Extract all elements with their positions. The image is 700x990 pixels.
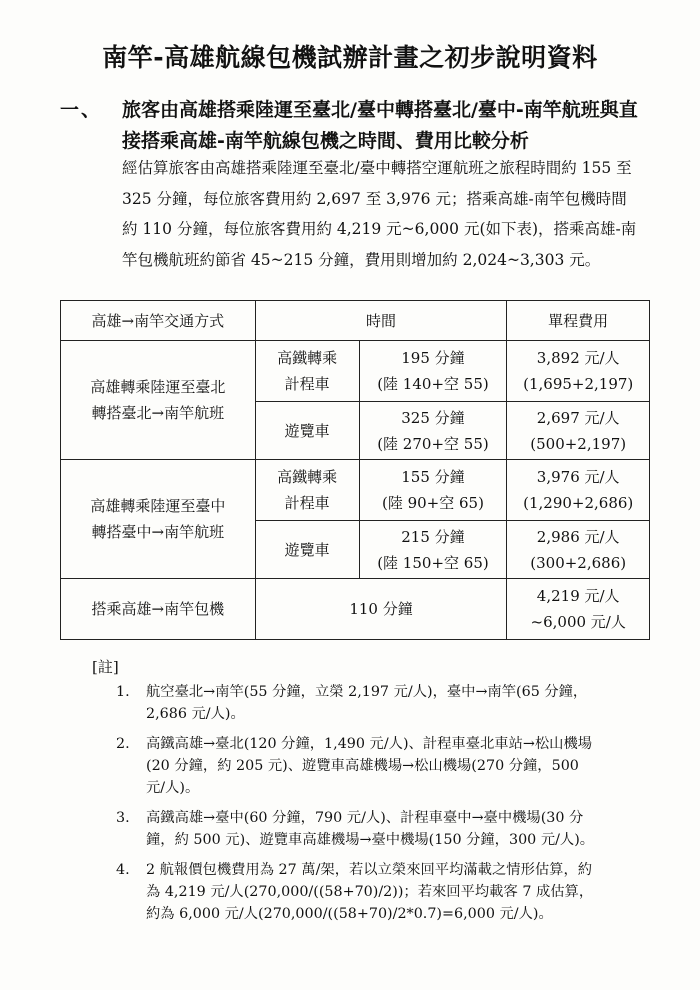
page-title: 南竿-高雄航線包機試辦計畫之初步說明資料 [102,43,598,72]
time-cell [359,521,507,579]
cost-breakdown: (1,695+2,197) [523,375,634,393]
time-total: 325 分鐘 [401,408,465,427]
intro-text: 經估算旅客由高雄搭乘陸運至臺北/臺中轉搭空運航班之旅程時間約 155 至 325 分鐘，每位旅客費用約 2,697 至 3,976 元；搭乘高雄-南竿包機時間約 110 分鐘，每位旅客費用約 4,219 元~6,000 元(如下表)，搭乘高雄-南竿包機航班約節省 45~215 分鐘，費用則增加約 2,024~3,303 元。 [122,159,637,269]
mode-cell [255,402,359,460]
mode-line: 高鐵轉乘 [277,468,338,486]
table-header-row [61,301,650,341]
mode-line: 遊覽車 [284,540,330,559]
cost-cell [507,521,650,579]
note-number: 4. [116,862,130,878]
route-cell [61,460,256,579]
time-breakdown: (陸 90+空 65) [381,494,484,512]
time-cell: 110 分鐘 [255,579,507,640]
note-text: 2 航報價包機費用為 27 萬/架，若以立榮來回平均滿載之情形估算，約為 4,219 元/人(270,000/((58+70)/2))；若來回平均載客 7 成估算，約為 6,000 元/人(270,000/((58+70)/2*0.7)=6,000 元/人)。 [146,862,594,922]
time-cell [359,341,507,402]
time-total: 195 分鐘 [401,349,465,367]
list-item [116,859,598,925]
header-cost: 單程費用 [507,301,650,341]
cost-total: 2,697 元/人 [536,408,620,427]
table-row [61,579,650,640]
time-cell [359,460,507,521]
section-heading: 旅客由高雄搭乘陸運至臺北/臺中轉搭臺北/臺中-南竿航班與直接搭乘高雄-南竿航線包機之時間、費用比較分析 [122,99,638,152]
route-line: 高雄轉乘陸運至臺北 [90,378,226,396]
cost-range: ~6,000 元/人 [530,613,626,631]
note-text: 航空臺北→南竿(55 分鐘，立榮 2,197 元/人)，臺中→南竿(65 分鐘，2,686 元/人)。 [146,684,588,722]
notes-list [116,681,598,933]
section-number: 一、 [60,99,103,121]
mode-line: 計程車 [284,494,330,512]
table-row [61,460,650,521]
time-total: 215 分鐘 [401,527,465,546]
time-total: 155 分鐘 [401,468,465,486]
list-item [116,733,598,799]
notes-heading: [註] [92,658,119,676]
cost-total: 2,986 元/人 [536,527,620,546]
cost-cell [507,460,650,521]
mode-line: 高鐵轉乘 [277,349,338,367]
note-number: 1. [116,684,130,700]
header-mode: 高雄→南竿交通方式 [61,301,256,341]
list-item [116,807,598,851]
header-time: 時間 [255,301,507,341]
note-number: 3. [116,810,130,826]
mode-line: 遊覽車 [284,421,330,440]
cost-total: 3,892 元/人 [536,349,620,367]
mode-line: 計程車 [284,375,330,393]
route-cell: 搭乘高雄→南竿包機 [61,579,256,640]
cost-cell [507,341,650,402]
list-item [116,681,598,725]
cost-cell [507,402,650,460]
time-cell [359,402,507,460]
comparison-table [60,300,650,640]
mode-cell [255,460,359,521]
route-line: 轉搭臺中→南竿航班 [91,523,225,541]
intro-paragraph [122,153,642,275]
time-breakdown: (陸 150+空 65) [377,553,489,572]
cost-cell [507,579,650,640]
note-text: 高鐵高雄→臺中(60 分鐘，790 元/人)、計程車臺中→臺中機場(30 分鐘，約 500 元)、遊覽車高雄機場→臺中機場(150 分鐘，300 元/人)。 [146,810,595,848]
cost-breakdown: (300+2,686) [530,553,627,572]
cost-total: 4,219 元/人 [536,587,620,605]
note-text: 高鐵高雄→臺北(120 分鐘，1,490 元/人)、計程車臺北車站→松山機場(20 分鐘，約 205 元)、遊覽車高雄機場→松山機場(270 分鐘，500 元/人)。 [146,736,593,796]
time-breakdown: (陸 140+空 55) [377,375,489,393]
table-row [61,341,650,402]
route-cell [61,341,256,460]
mode-cell [255,521,359,579]
route-line: 高雄轉乘陸運至臺中 [90,497,226,515]
time-breakdown: (陸 270+空 55) [377,434,489,453]
mode-cell [255,341,359,402]
note-number: 2. [116,736,130,752]
cost-breakdown: (500+2,197) [530,434,627,453]
cost-breakdown: (1,290+2,686) [523,494,634,512]
route-line: 轉搭臺北→南竿航班 [91,404,225,422]
cost-total: 3,976 元/人 [536,468,620,486]
